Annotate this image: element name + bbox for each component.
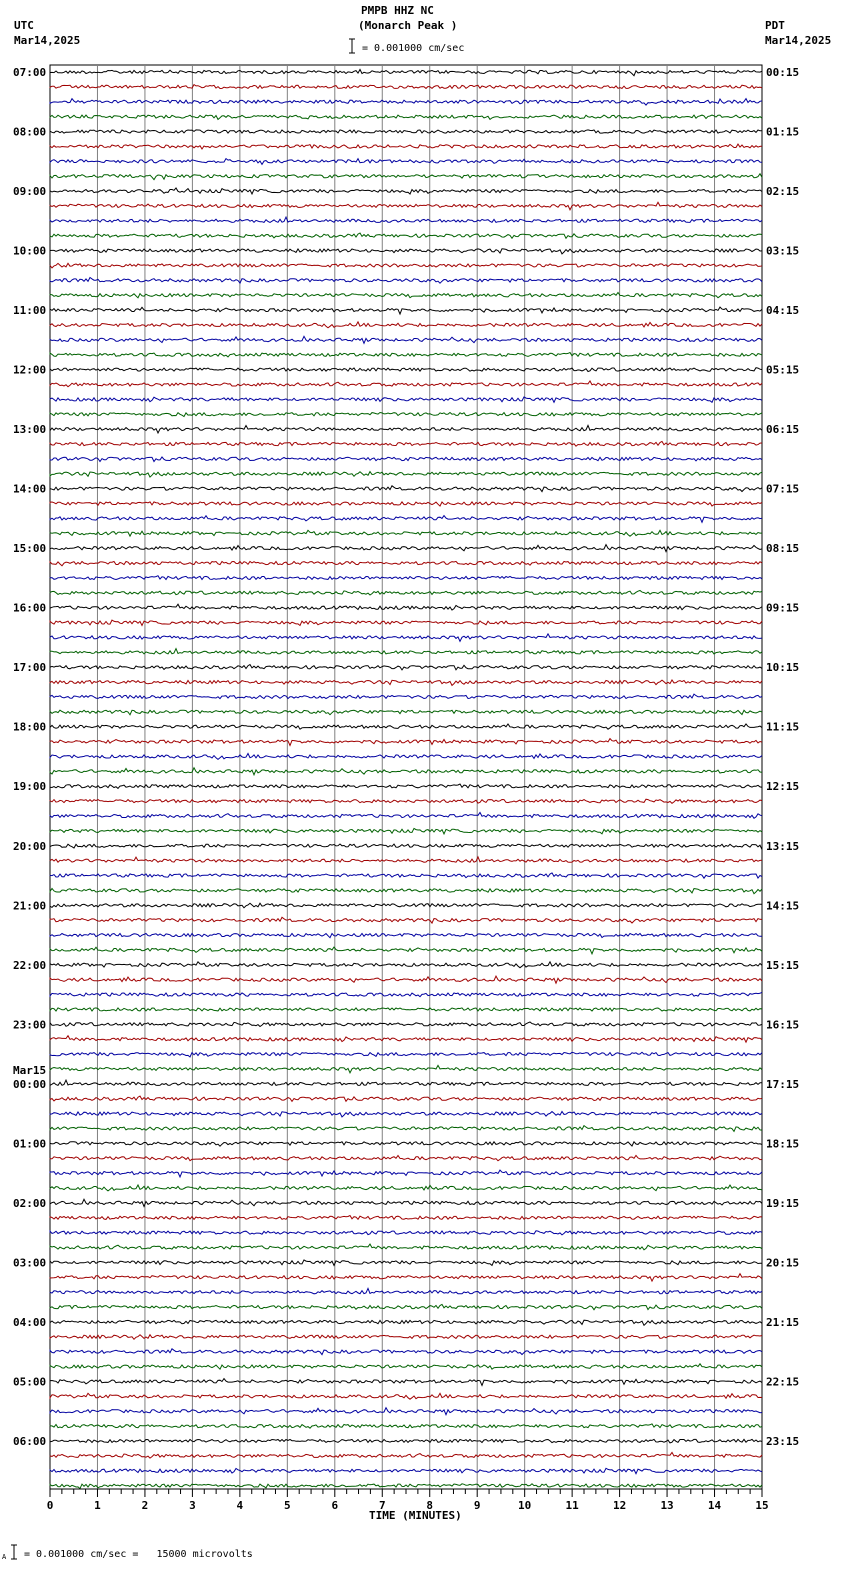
- left-time-label: 10:00: [13, 244, 47, 258]
- left-date: Mar14,2025: [14, 34, 81, 47]
- trace-line-52: [50, 844, 762, 850]
- trace-line-53: [50, 857, 762, 862]
- trace-line-77: [50, 1216, 762, 1220]
- right-time-label: 11:15: [766, 720, 800, 734]
- x-tick-label: 8: [426, 1499, 434, 1512]
- right-time-label: 09:15: [766, 601, 800, 615]
- trace-line-25: [50, 441, 762, 446]
- x-tick-label: 10: [518, 1499, 532, 1512]
- trace-line-22: [50, 397, 762, 402]
- right-time-label: 01:15: [766, 125, 800, 139]
- left-time-label: 03:00: [13, 1256, 47, 1270]
- x-tick-label: 14: [707, 1499, 722, 1512]
- left-time-label: 19:00: [13, 780, 47, 794]
- right-time-label: 13:15: [766, 839, 800, 853]
- trace-line-3: [50, 115, 762, 119]
- trace-line-1: [50, 85, 762, 89]
- trace-line-14: [50, 278, 762, 284]
- trace-line-29: [50, 502, 762, 506]
- left-time-label: 13:00: [13, 423, 47, 437]
- trace-line-68: [50, 1080, 762, 1085]
- trace-line-8: [50, 188, 762, 194]
- left-time-label: 18:00: [13, 720, 47, 734]
- trace-line-58: [50, 934, 762, 938]
- trace-line-79: [50, 1244, 762, 1250]
- right-time-label: 08:15: [766, 542, 800, 556]
- trace-line-91: [50, 1424, 762, 1428]
- trace-line-30: [50, 516, 762, 523]
- trace-line-31: [50, 530, 762, 536]
- trace-line-70: [50, 1112, 762, 1117]
- right-time-label: 04:15: [766, 304, 800, 318]
- trace-line-26: [50, 457, 762, 462]
- scale-label: = 0.001000 cm/sec: [362, 43, 465, 54]
- right-time-label: 03:15: [766, 244, 800, 258]
- right-time-label: 21:15: [766, 1315, 800, 1329]
- station-title: PMPB HHZ NC: [361, 4, 434, 17]
- trace-line-20: [50, 368, 762, 372]
- left-time-label: 07:00: [13, 66, 47, 79]
- right-time-label: 19:15: [766, 1196, 800, 1210]
- trace-line-71: [50, 1126, 762, 1132]
- left-time-label: 11:00: [13, 304, 47, 318]
- trace-line-10: [50, 217, 762, 222]
- x-tick-label: 0: [46, 1499, 54, 1512]
- x-tick-label: 3: [189, 1499, 196, 1512]
- trace-line-90: [50, 1408, 762, 1415]
- x-tick-label: 2: [141, 1499, 149, 1512]
- x-tick-label: 5: [284, 1499, 291, 1512]
- trace-line-67: [50, 1065, 762, 1072]
- trace-layer: [50, 70, 762, 1489]
- trace-line-63: [50, 1008, 762, 1011]
- trace-line-82: [50, 1288, 762, 1293]
- trace-line-24: [50, 425, 762, 433]
- trace-line-32: [50, 545, 762, 552]
- trace-line-57: [50, 917, 762, 923]
- trace-line-88: [50, 1379, 762, 1386]
- right-time-label: 05:15: [766, 363, 800, 377]
- trace-line-80: [50, 1260, 762, 1266]
- x-tick-label: 7: [378, 1499, 386, 1512]
- x-tick-label: 9: [473, 1499, 481, 1512]
- left-time-label: 14:00: [13, 482, 47, 496]
- trace-line-12: [50, 249, 762, 254]
- right-time-label: 17:15: [766, 1077, 800, 1091]
- trace-line-47: [50, 768, 762, 775]
- footer-scale-label: = 0.001000 cm/sec = 15000 microvolts: [24, 1549, 253, 1560]
- trace-line-9: [50, 202, 762, 210]
- left-time-label: 06:00: [13, 1434, 47, 1448]
- trace-line-66: [50, 1052, 762, 1057]
- trace-line-19: [50, 353, 762, 357]
- trace-line-83: [50, 1304, 762, 1309]
- trace-line-69: [50, 1096, 762, 1101]
- right-time-label: 20:15: [766, 1256, 800, 1270]
- trace-line-4: [50, 130, 762, 133]
- trace-line-0: [50, 70, 762, 76]
- trace-line-78: [50, 1231, 762, 1235]
- trace-line-11: [50, 233, 762, 238]
- right-time-label: 16:15: [766, 1018, 800, 1032]
- right-time-label: 23:15: [766, 1434, 800, 1448]
- left-time-label: 01:00: [13, 1137, 47, 1151]
- left-time-label: 17:00: [13, 661, 47, 675]
- x-tick-label: 12: [612, 1499, 627, 1512]
- left-time-label: 21:00: [13, 899, 47, 913]
- trace-line-73: [50, 1155, 762, 1160]
- right-time-label: 18:15: [766, 1137, 800, 1151]
- trace-line-56: [50, 903, 762, 908]
- trace-line-37: [50, 620, 762, 625]
- left-date-label: Mar15: [13, 1063, 47, 1077]
- trace-line-60: [50, 962, 762, 968]
- left-time-label: 23:00: [13, 1018, 47, 1032]
- trace-line-93: [50, 1452, 762, 1458]
- trace-line-2: [50, 99, 762, 106]
- trace-line-72: [50, 1142, 762, 1146]
- x-tick-label: 13: [660, 1499, 674, 1512]
- trace-line-23: [50, 413, 762, 417]
- trace-line-55: [50, 889, 762, 894]
- footer-scale-bar-icon: [10, 1544, 20, 1562]
- x-tick-label: 15: [755, 1499, 769, 1512]
- trace-line-43: [50, 710, 762, 715]
- trace-line-95: [50, 1484, 762, 1489]
- trace-line-36: [50, 604, 762, 610]
- trace-line-87: [50, 1364, 762, 1369]
- trace-line-41: [50, 680, 762, 685]
- x-tick-label: 1: [94, 1499, 101, 1512]
- trace-line-39: [50, 649, 762, 654]
- station-location: (Monarch Peak ): [358, 19, 458, 32]
- x-tick-label: 6: [331, 1499, 339, 1512]
- right-time-label: 07:15: [766, 482, 800, 496]
- footer-corner-mark: A: [2, 1553, 7, 1561]
- trace-line-17: [50, 322, 762, 328]
- trace-line-81: [50, 1274, 762, 1281]
- trace-line-45: [50, 739, 762, 746]
- trace-line-61: [50, 976, 762, 983]
- left-time-label: 16:00: [13, 601, 47, 615]
- left-time-label: 05:00: [13, 1375, 47, 1389]
- trace-line-84: [50, 1320, 762, 1325]
- left-time-label: 20:00: [13, 839, 47, 853]
- left-time-label: 08:00: [13, 125, 47, 139]
- trace-line-64: [50, 1022, 762, 1027]
- trace-line-85: [50, 1335, 762, 1340]
- right-time-label: 15:15: [766, 958, 800, 972]
- left-time-label: 15:00: [13, 542, 47, 556]
- right-time-label: 02:15: [766, 185, 800, 199]
- trace-line-21: [50, 381, 762, 387]
- trace-line-94: [50, 1468, 762, 1473]
- right-time-label: 10:15: [766, 661, 800, 675]
- trace-line-75: [50, 1185, 762, 1191]
- trace-line-28: [50, 486, 762, 492]
- left-time-label: 09:00: [13, 185, 47, 199]
- x-axis-label: TIME (MINUTES): [369, 1509, 462, 1522]
- trace-line-62: [50, 992, 762, 996]
- left-timezone: UTC: [14, 19, 34, 32]
- right-time-label: 06:15: [766, 423, 800, 437]
- left-time-label: 00:00: [13, 1077, 47, 1091]
- trace-line-48: [50, 784, 762, 788]
- trace-line-18: [50, 336, 762, 343]
- trace-line-5: [50, 144, 762, 149]
- trace-line-76: [50, 1199, 762, 1206]
- trace-line-89: [50, 1393, 762, 1399]
- trace-line-46: [50, 754, 762, 760]
- trace-line-35: [50, 591, 762, 596]
- trace-line-50: [50, 813, 762, 819]
- trace-line-15: [50, 293, 762, 298]
- trace-line-7: [50, 174, 762, 180]
- trace-line-42: [50, 694, 762, 699]
- trace-line-13: [50, 263, 762, 268]
- trace-line-27: [50, 472, 762, 478]
- trace-line-54: [50, 873, 762, 878]
- trace-line-44: [50, 724, 762, 729]
- trace-line-49: [50, 799, 762, 803]
- trace-line-51: [50, 828, 762, 834]
- trace-line-33: [50, 561, 762, 565]
- trace-line-38: [50, 634, 762, 641]
- trace-line-65: [50, 1036, 762, 1043]
- trace-line-40: [50, 665, 762, 670]
- right-time-label: 14:15: [766, 899, 800, 913]
- x-tick-label: 4: [236, 1499, 244, 1512]
- trace-line-6: [50, 159, 762, 165]
- right-date: Mar14,2025: [765, 34, 832, 47]
- x-tick-label: 11: [565, 1499, 579, 1512]
- left-time-label: 04:00: [13, 1315, 47, 1329]
- trace-line-74: [50, 1170, 762, 1177]
- left-time-label: 22:00: [13, 958, 47, 972]
- trace-line-92: [50, 1439, 762, 1443]
- left-time-label: 02:00: [13, 1196, 47, 1210]
- trace-line-59: [50, 947, 762, 954]
- right-time-label: 22:15: [766, 1375, 800, 1389]
- right-timezone: PDT: [765, 19, 785, 32]
- trace-line-16: [50, 307, 762, 314]
- right-time-label: 12:15: [766, 780, 800, 794]
- left-time-label: 12:00: [13, 363, 47, 377]
- trace-line-86: [50, 1349, 762, 1355]
- trace-line-34: [50, 576, 762, 580]
- right-time-label: 00:15: [766, 66, 800, 79]
